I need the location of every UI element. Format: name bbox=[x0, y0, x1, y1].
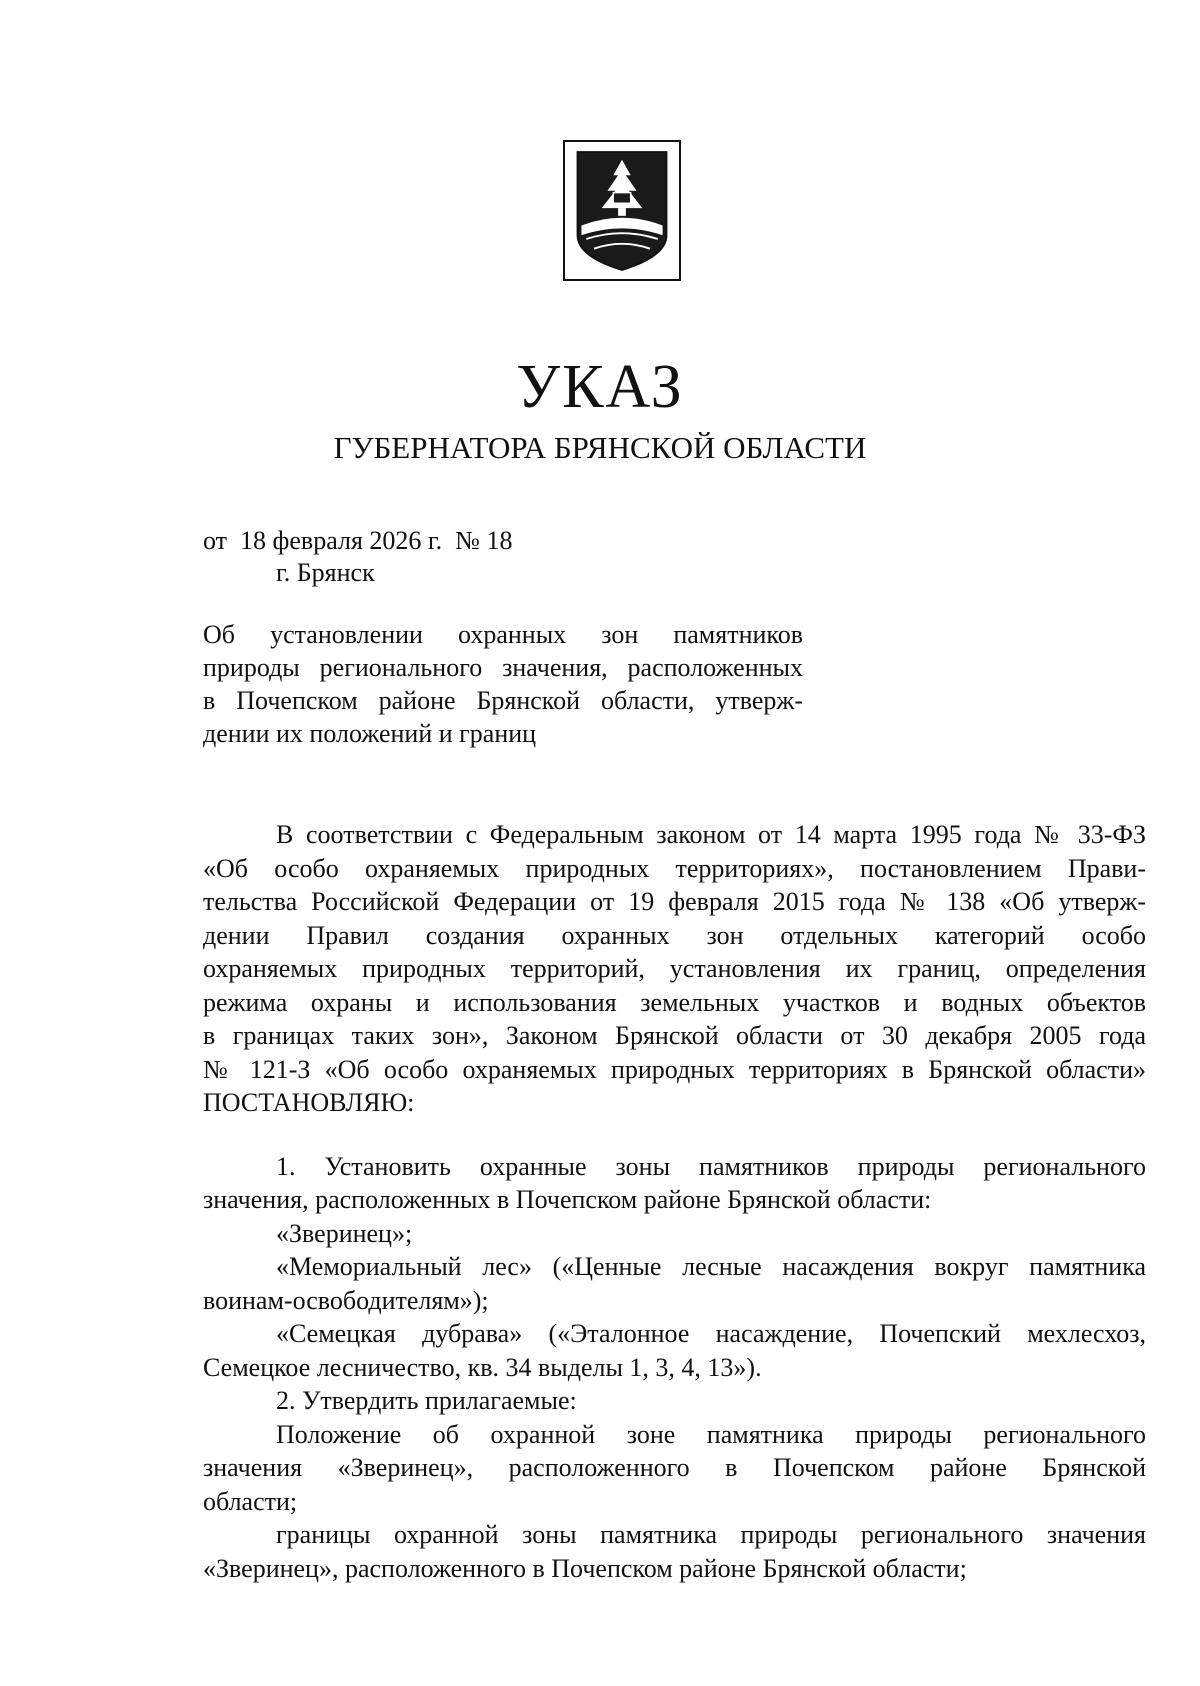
date-prefix: от bbox=[203, 526, 228, 555]
preamble-line: дении Правил создания охранных зон отдельных категорий особо bbox=[203, 920, 1146, 950]
item2-line: «Зверинец», расположенного в Почепском районе Брянской области; bbox=[203, 1553, 967, 1583]
item1-line: воинам-освободителям»); bbox=[203, 1285, 489, 1315]
subject-line: в Почепском районе Брянской области, утверж- bbox=[203, 686, 803, 715]
document-date: 18 февраля 2026 г. bbox=[240, 526, 443, 555]
preamble-line: режима охраны и использования земельных участков и водных объектов bbox=[203, 987, 1146, 1017]
document-issuer: ГУБЕРНАТОРА БРЯНСКОЙ ОБЛАСТИ bbox=[333, 430, 867, 465]
preamble-line: № 121-З «Об особо охраняемых природных территориях в Брянской области» bbox=[203, 1054, 1146, 1084]
subject-line: природы регионального значения, расположенных bbox=[203, 653, 803, 682]
item1-line: «Мемориальный лес» («Ценные лесные насаждения вокруг памятника bbox=[276, 1252, 1146, 1281]
decree-word: ПОСТАНОВЛЯЮ: bbox=[203, 1088, 415, 1117]
item1-line: Семецкое лесничество, кв. 34 выделы 1, 3, 4, 13»). bbox=[203, 1352, 762, 1382]
document-city: г. Брянск bbox=[276, 558, 375, 587]
preamble-line: «Об особо охраняемых природных территориях», постановлением Прави- bbox=[203, 853, 1146, 883]
item2-line: Положение об охранной зоне памятника природы регионального bbox=[276, 1419, 1146, 1449]
document-type-title: УКАЗ bbox=[516, 353, 684, 421]
preamble-line: тельства Российской Федерации от 19 февраля 2015 года № 138 «Об утверж- bbox=[203, 887, 1146, 916]
item1-line: «Семецкая дубрава» («Эталонное насаждение, Почепский мехлесхоз, bbox=[276, 1319, 1146, 1348]
document-body bbox=[203, 818, 1146, 1585]
item1-line: 1. Установить охранные зоны памятников природы регионального bbox=[276, 1151, 1146, 1181]
item1-line: значения, расположенных в Почепском районе Брянской области: bbox=[203, 1185, 932, 1214]
preamble-line: охраняемых природных территорий, установления их границ, определения bbox=[203, 954, 1146, 983]
item2-line: 2. Утвердить прилагаемые: bbox=[276, 1386, 577, 1415]
subject-line: Об установлении охранных зон памятников bbox=[203, 620, 803, 649]
item2-line: значения «Зверинец», расположенного в Почепском районе Брянской bbox=[203, 1453, 1146, 1482]
paragraph-gap bbox=[203, 1120, 1146, 1150]
document-number: № 18 bbox=[455, 526, 513, 555]
preamble-line: В соответствии с Федеральным законом от 14 марта 1995 года № 33-ФЗ bbox=[276, 820, 1146, 849]
item2-line: области; bbox=[203, 1486, 298, 1516]
preamble-line: в границах таких зон», Законом Брянской области от 30 декабря 2005 года bbox=[203, 1021, 1146, 1050]
document-subject bbox=[203, 618, 803, 750]
coat-of-arms-icon bbox=[563, 140, 681, 281]
item1-line: «Зверинец»; bbox=[276, 1218, 413, 1248]
document-date-line bbox=[203, 525, 512, 557]
item2-line: границы охранной зоны памятника природы регионального значения bbox=[276, 1520, 1146, 1549]
subject-line: дении их положений и границ bbox=[203, 719, 537, 748]
